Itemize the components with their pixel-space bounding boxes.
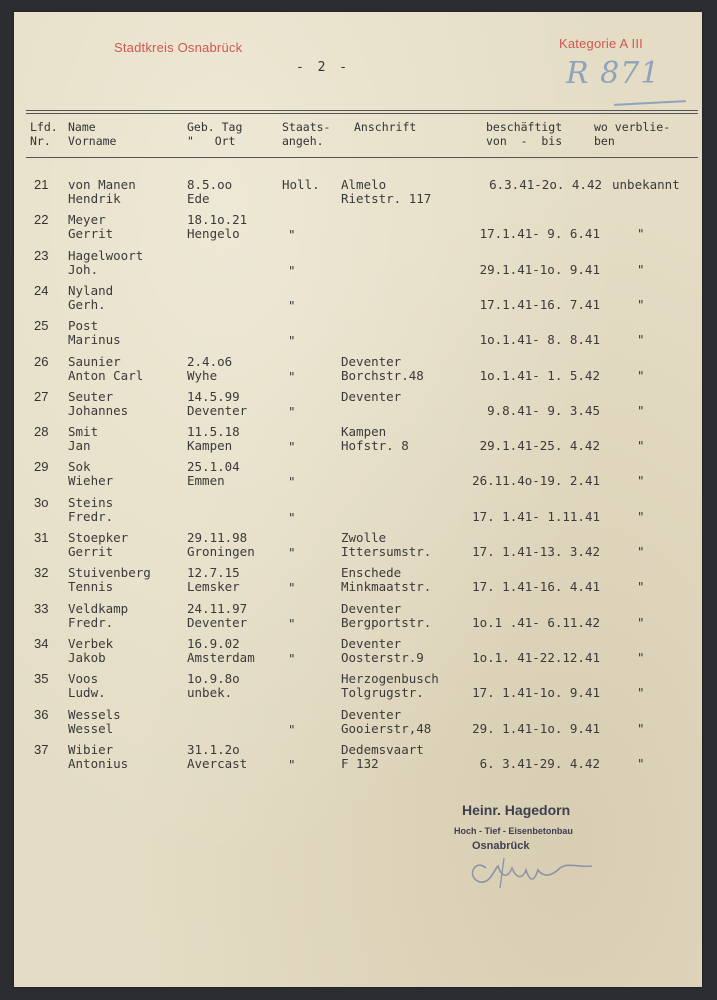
col-header-staat: Staats- angeh.: [282, 120, 331, 148]
row-nr: 3o: [34, 494, 49, 510]
row-geb-ort: Kampen: [187, 438, 233, 454]
row-wo-verblieben: ": [637, 438, 645, 454]
col-header-name: Name Vorname: [68, 120, 117, 148]
table-row: [14, 672, 702, 707]
row-anschrift-strasse: F 132: [341, 755, 379, 771]
row-geb-ort: Groningen: [187, 544, 255, 559]
row-beschaeftigt: 1o.1.41- 8. 8.41: [479, 332, 600, 348]
row-wo-verblieben: ": [637, 579, 645, 595]
row-vorname: Ludw.: [68, 685, 106, 701]
row-name: Post: [68, 318, 99, 334]
row-beschaeftigt: 9.8.41- 9. 3.45: [487, 402, 600, 418]
row-anschrift-ort: Dedemsvaart: [341, 741, 424, 757]
row-beschaeftigt: 17. 1.41-16. 4.41: [472, 579, 600, 595]
row-geb-ort: unbek.: [187, 685, 233, 701]
row-anschrift-strasse: Gooierstr,48: [341, 720, 432, 736]
row-staatsangehoerigkeit: ": [288, 721, 296, 737]
row-anschrift-ort: Deventer: [341, 706, 402, 722]
header-rule-top: [26, 110, 698, 111]
row-geb-tag: 25.1.04: [187, 459, 240, 475]
row-name: von Manen: [68, 177, 136, 192]
row-vorname: Gerrit: [68, 544, 114, 559]
row-geb-tag: 18.1o.21: [187, 212, 248, 228]
row-anschrift-ort: Almelo: [341, 177, 387, 192]
row-wo-verblieben: ": [637, 544, 645, 559]
row-name: Saunier: [68, 353, 121, 369]
row-anschrift-ort: Deventer: [341, 388, 402, 404]
row-geb-tag: 24.11.97: [187, 600, 248, 616]
row-geb-ort: Amsterdam: [187, 649, 255, 665]
row-geb-ort: Wyhe: [187, 367, 218, 383]
row-nr: 33: [34, 600, 49, 616]
col-header-beschaeftigt: beschäftigt von - bis: [486, 120, 563, 148]
col-header-geb: Geb. Tag " Ort: [187, 120, 243, 148]
table-row: [14, 708, 702, 743]
row-nr: 25: [34, 318, 49, 334]
row-name: Nyland: [68, 282, 114, 298]
row-anschrift-ort: Enschede: [341, 565, 402, 581]
table-row: [14, 425, 702, 460]
row-geb-tag: 11.5.18: [187, 424, 240, 440]
row-nr: 22: [34, 212, 49, 228]
row-beschaeftigt: 29.1.41-1o. 9.41: [479, 261, 600, 277]
row-vorname: Fredr.: [68, 614, 114, 630]
row-anschrift-strasse: Minkmaatstr.: [341, 579, 432, 595]
table-row: [14, 496, 702, 531]
row-beschaeftigt: 29.1.41-25. 4.42: [479, 438, 600, 454]
row-vorname: Johannes: [68, 402, 129, 418]
pencil-note: R 871: [566, 56, 661, 91]
row-nr: 31: [34, 530, 49, 545]
row-name: Verbek: [68, 635, 114, 651]
row-nr: 29: [34, 459, 49, 475]
row-wo-verblieben: unbekannt: [612, 177, 680, 192]
row-anschrift-strasse: Hofstr. 8: [341, 438, 409, 454]
row-staatsangehoerigkeit: ": [288, 227, 296, 243]
row-beschaeftigt: 6. 3.41-29. 4.42: [479, 755, 600, 771]
row-anschrift-ort: Deventer: [341, 600, 402, 616]
row-name: Hagelwoort: [68, 247, 144, 263]
row-wo-verblieben: ": [637, 473, 645, 489]
row-anschrift-ort: Herzogenbusch: [341, 671, 439, 687]
row-name: Veldkamp: [68, 600, 129, 616]
row-vorname: Tennis: [68, 579, 114, 595]
row-anschrift-strasse: Tolgrugstr.: [341, 685, 424, 701]
row-beschaeftigt: 1o.1. 41-22.12.41: [472, 649, 600, 665]
table-row: [14, 743, 702, 778]
col-header-wo-verblieben: wo verblie- ben: [594, 120, 671, 148]
row-staatsangehoerigkeit: ": [288, 297, 296, 313]
row-staatsangehoerigkeit: ": [288, 615, 296, 631]
row-wo-verblieben: ": [637, 685, 645, 701]
row-staatsangehoerigkeit: ": [288, 368, 296, 384]
row-anschrift-strasse: Oosterstr.9: [341, 649, 424, 665]
row-geb-tag: 29.11.98: [187, 530, 248, 545]
row-vorname: Wieher: [68, 473, 114, 489]
row-beschaeftigt: 1o.1 .41- 6.11.42: [472, 614, 600, 630]
row-geb-ort: Emmen: [187, 473, 225, 489]
row-nr: 28: [34, 424, 49, 440]
row-name: Meyer: [68, 212, 106, 228]
table-row: [14, 284, 702, 319]
row-name: Stuivenberg: [68, 565, 151, 581]
row-name: Sok: [68, 459, 91, 475]
row-staatsangehoerigkeit: ": [288, 403, 296, 419]
row-anschrift-strasse: Rietstr. 117: [341, 191, 432, 206]
page-number: - 2 -: [296, 60, 351, 75]
col-header-nr: Lfd. Nr.: [30, 120, 58, 148]
row-vorname: Gerrit: [68, 226, 114, 242]
row-wo-verblieben: ": [637, 226, 645, 242]
row-staatsangehoerigkeit: ": [288, 545, 296, 560]
row-beschaeftigt: 26.11.4o-19. 2.41: [472, 473, 600, 489]
row-anschrift-ort: Kampen: [341, 424, 387, 440]
category-stamp: Kategorie A III: [559, 36, 643, 51]
row-anschrift-strasse: Ittersumstr.: [341, 544, 432, 559]
table-row: [14, 460, 702, 495]
table-row: [14, 213, 702, 248]
row-wo-verblieben: ": [637, 332, 645, 348]
row-geb-tag: 1o.9.8o: [187, 671, 240, 687]
row-geb-tag: 8.5.oo: [187, 177, 233, 192]
table-row: [14, 637, 702, 672]
row-nr: 27: [34, 388, 49, 404]
row-geb-ort: Deventer: [187, 614, 248, 630]
row-staatsangehoerigkeit: ": [288, 333, 296, 349]
row-beschaeftigt: 6.3.41-2o. 4.42: [489, 177, 602, 192]
row-geb-ort: Hengelo: [187, 226, 240, 242]
table-row: [14, 566, 702, 601]
table-row: [14, 390, 702, 425]
row-beschaeftigt: 29. 1.41-1o. 9.41: [472, 720, 600, 736]
row-vorname: Anton Carl: [68, 367, 144, 383]
row-wo-verblieben: ": [637, 720, 645, 736]
row-beschaeftigt: 17.1.41-16. 7.41: [479, 296, 600, 312]
table-row: [14, 602, 702, 637]
row-name: Wibier: [68, 741, 114, 757]
row-geb-tag: 2.4.o6: [187, 353, 233, 369]
row-beschaeftigt: 17. 1.41-13. 3.42: [472, 544, 600, 559]
row-wo-verblieben: ": [637, 755, 645, 771]
table-row: [14, 178, 702, 213]
row-vorname: Wessel: [68, 720, 114, 736]
row-geb-ort: Deventer: [187, 402, 248, 418]
handwritten-signature: [464, 838, 604, 888]
row-anschrift-strasse: Borchstr.48: [341, 367, 424, 383]
row-staatsangehoerigkeit: ": [288, 509, 296, 525]
row-anschrift-ort: Deventer: [341, 635, 402, 651]
row-nr: 34: [34, 635, 49, 651]
row-staatsangehoerigkeit: Holl.: [282, 177, 320, 192]
row-nr: 26: [34, 353, 49, 369]
row-wo-verblieben: ": [637, 296, 645, 312]
document-page: [14, 12, 702, 987]
row-vorname: Gerh.: [68, 296, 106, 312]
row-nr: 36: [34, 706, 49, 722]
company-city: Osnabrück: [472, 840, 530, 852]
row-geb-tag: 12.7.15: [187, 565, 240, 581]
row-vorname: Marinus: [68, 332, 121, 348]
row-geb-tag: 31.1.2o: [187, 741, 240, 757]
row-staatsangehoerigkeit: ": [288, 580, 296, 596]
row-wo-verblieben: ": [637, 508, 645, 524]
row-vorname: Hendrik: [68, 191, 121, 206]
row-name: Seuter: [68, 388, 114, 404]
row-nr: 32: [34, 565, 49, 581]
row-beschaeftigt: 17.1.41- 9. 6.41: [479, 226, 600, 242]
row-geb-ort: Lemsker: [187, 579, 240, 595]
row-beschaeftigt: 1o.1.41- 1. 5.42: [479, 367, 600, 383]
col-header-anschrift: Anschrift: [354, 120, 417, 134]
row-name: Voos: [68, 671, 99, 687]
row-nr: 24: [34, 282, 49, 298]
table-row: [14, 531, 702, 566]
row-nr: 35: [34, 671, 49, 687]
row-nr: 21: [34, 177, 49, 192]
company-trade: Hoch - Tief - Eisenbetonbau: [454, 826, 573, 836]
row-nr: 37: [34, 741, 49, 757]
table-row: [14, 319, 702, 354]
row-name: Stoepker: [68, 530, 129, 545]
row-staatsangehoerigkeit: ": [288, 262, 296, 278]
row-staatsangehoerigkeit: ": [288, 756, 296, 772]
row-vorname: Fredr.: [68, 508, 114, 524]
row-staatsangehoerigkeit: ": [288, 474, 296, 490]
row-anschrift-ort: Deventer: [341, 353, 402, 369]
row-vorname: Joh.: [68, 261, 99, 277]
row-nr: 23: [34, 247, 49, 263]
row-name: Smit: [68, 424, 99, 440]
row-anschrift-ort: Zwolle: [341, 530, 387, 545]
row-wo-verblieben: ": [637, 649, 645, 665]
row-anschrift-strasse: Bergportstr.: [341, 614, 432, 630]
city-stamp: Stadtkreis Osnabrück: [114, 40, 243, 55]
row-geb-tag: 16.9.02: [187, 635, 240, 651]
row-beschaeftigt: 17. 1.41-1o. 9.41: [472, 685, 600, 701]
row-name: Steins: [68, 494, 114, 510]
row-geb-tag: 14.5.99: [187, 388, 240, 404]
row-vorname: Jan: [68, 438, 91, 454]
header-rule-top-double: [26, 113, 698, 114]
row-wo-verblieben: ": [637, 261, 645, 277]
row-geb-ort: Ede: [187, 191, 210, 206]
row-vorname: Antonius: [68, 755, 129, 771]
row-name: Wessels: [68, 706, 121, 722]
table-row: [14, 249, 702, 284]
row-staatsangehoerigkeit: ": [288, 650, 296, 666]
row-vorname: Jakob: [68, 649, 106, 665]
header-rule-bottom: [26, 157, 698, 158]
pencil-underline: [614, 100, 686, 106]
row-staatsangehoerigkeit: ": [288, 439, 296, 455]
row-wo-verblieben: ": [637, 367, 645, 383]
row-geb-ort: Avercast: [187, 755, 248, 771]
row-wo-verblieben: ": [637, 402, 645, 418]
table-row: [14, 355, 702, 390]
row-wo-verblieben: ": [637, 614, 645, 630]
row-beschaeftigt: 17. 1.41- 1.11.41: [472, 508, 600, 524]
company-name: Heinr. Hagedorn: [462, 802, 571, 818]
